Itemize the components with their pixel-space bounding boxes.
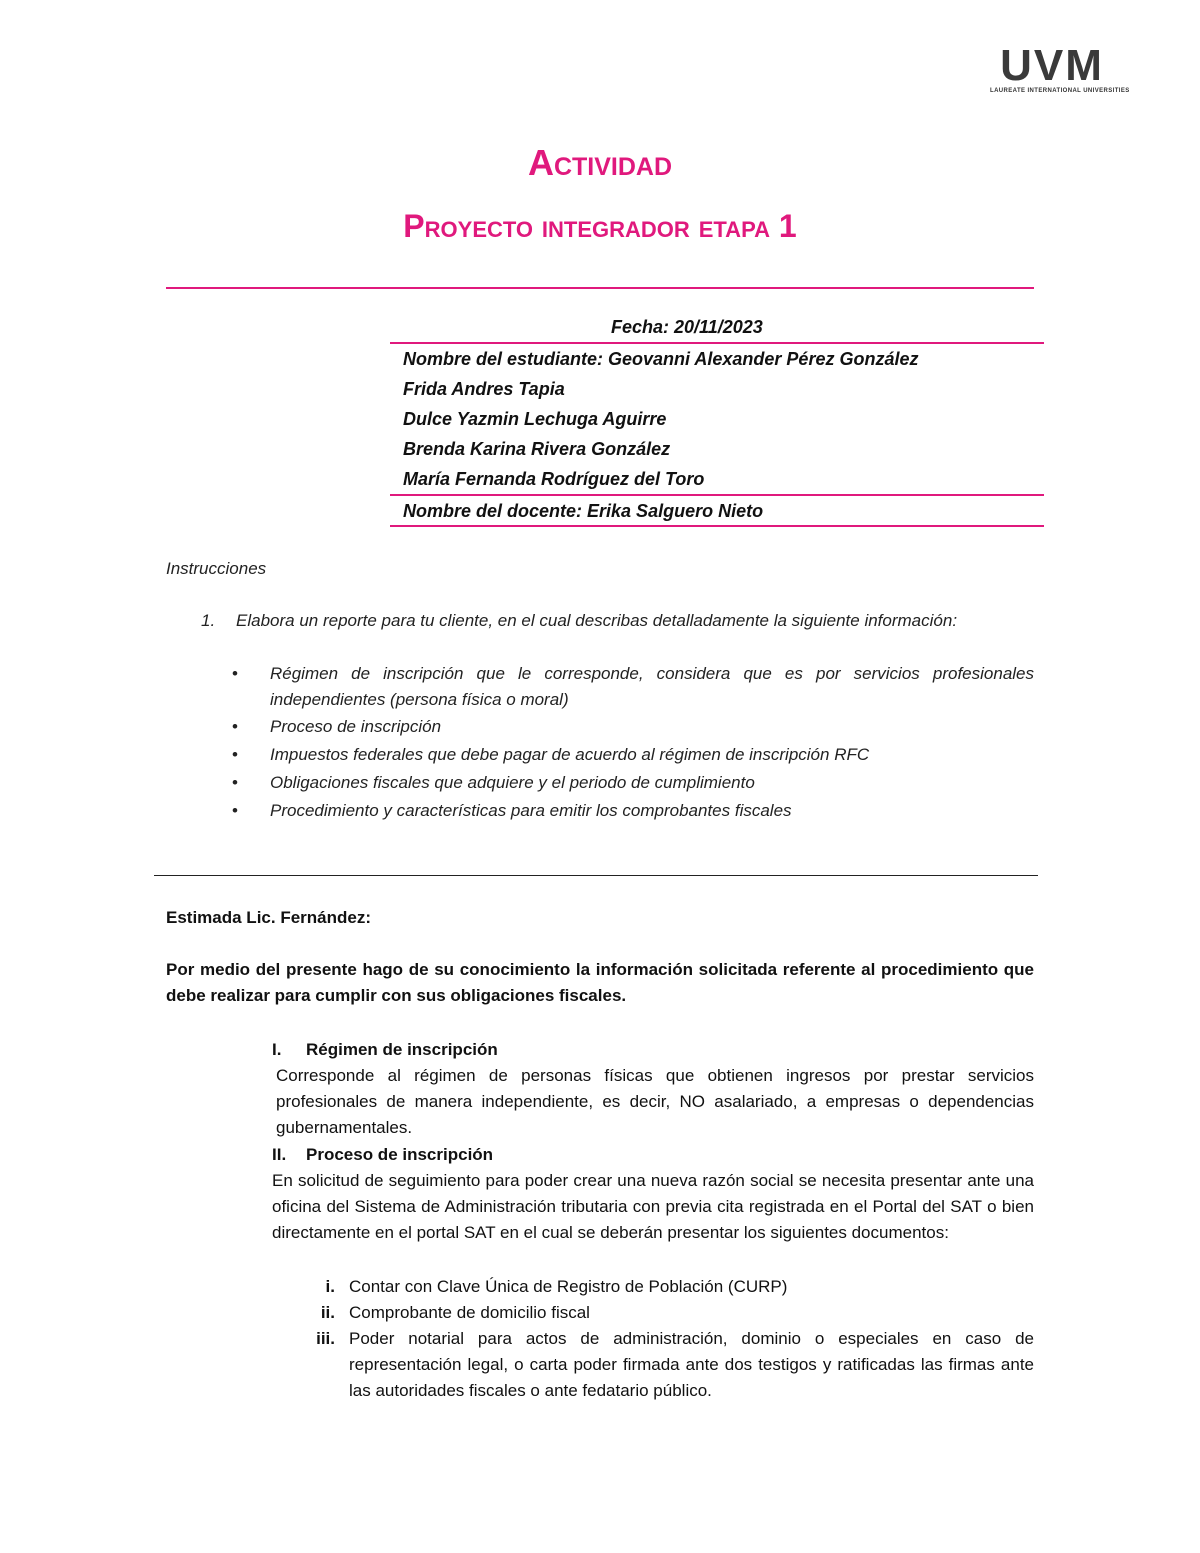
instruction-number: 1.	[201, 611, 216, 630]
title-divider	[166, 287, 1034, 289]
intro-paragraph: Por medio del presente hago de su conocimiento la información solicitada referente al procedimiento que debe realizar para cumplir con sus obligaciones fiscales.	[166, 960, 1034, 1005]
page-title: Actividad	[527, 142, 673, 183]
student-name: Nombre del estudiante: Geovanni Alexander Pérez González	[403, 349, 919, 369]
student-name: María Fernanda Rodríguez del Toro	[403, 469, 705, 489]
bullet-item: Régimen de inscripción que le corresponde, considera que es por servicios profesionales independientes (persona física o moral)	[270, 664, 1034, 709]
doc-item-numeral: ii.	[320, 1303, 335, 1322]
doc-item-numeral: iii.	[316, 1329, 335, 1348]
instruction-text: Elabora un reporte para tu cliente, en el cual describas detalladamente la siguiente información:	[236, 611, 958, 630]
section1-numeral: I.	[272, 1040, 282, 1059]
info-divider-top	[390, 342, 1044, 344]
bullet-icon: •	[232, 717, 238, 736]
section2-heading: Proceso de inscripción	[306, 1145, 494, 1164]
page-subtitle: Proyecto integrador etapa 1	[403, 208, 797, 244]
section2-numeral: II.	[272, 1145, 287, 1164]
bullet-icon: •	[232, 773, 238, 792]
section2-text: En solicitud de seguimiento para poder crear una nueva razón social se necesita presentar ante una oficina del Sistema de Administración tributaria con previa cita registrada en el Portal del SAT o bien directamente en el portal SAT en el cual se deberán presentar los siguientes documentos:	[272, 1171, 1034, 1242]
doc-item: Comprobante de domicilio fiscal	[349, 1303, 590, 1322]
student-name: Dulce Yazmin Lechuga Aguirre	[403, 409, 667, 429]
fecha: Fecha: 20/11/2023	[611, 317, 763, 337]
section-divider	[154, 875, 1038, 876]
info-divider-bottom	[390, 525, 1044, 527]
section1-text: Corresponde al régimen de personas físicas que obtienen ingresos por prestar servicios profesionales de manera independiente, es decir, NO asalariado, a empresas o dependencias gubernamentales.	[276, 1066, 1034, 1137]
logo-subtitle: LAUREATE INTERNATIONAL UNIVERSITIES	[990, 88, 1130, 94]
bullet-icon: •	[232, 801, 238, 820]
bullet-icon: •	[232, 745, 238, 764]
bullet-item: Obligaciones fiscales que adquiere y el periodo de cumplimiento	[270, 773, 755, 792]
student-name: Brenda Karina Rivera González	[403, 439, 671, 459]
logo-text: UVM	[1000, 41, 1104, 90]
uvm-logo	[990, 41, 1130, 98]
bullet-icon: •	[232, 664, 238, 683]
bullet-item: Proceso de inscripción	[270, 717, 442, 736]
student-name: Frida Andres Tapia	[403, 379, 565, 399]
doc-item-numeral: i.	[325, 1277, 335, 1296]
doc-item: Contar con Clave Única de Registro de Población (CURP)	[349, 1277, 788, 1296]
bullet-item: Procedimiento y características para emitir los comprobantes fiscales	[270, 801, 792, 820]
instructions-heading: Instrucciones	[166, 559, 267, 578]
bullet-item: Impuestos federales que debe pagar de acuerdo al régimen de inscripción RFC	[270, 745, 870, 764]
section1-heading: Régimen de inscripción	[306, 1040, 498, 1059]
greeting: Estimada Lic. Fernández:	[166, 908, 371, 927]
info-divider-middle	[390, 494, 1044, 496]
teacher-name: Nombre del docente: Erika Salguero Nieto	[403, 501, 764, 521]
doc-item: Poder notarial para actos de administración, dominio o especiales en caso de representación legal, o carta poder firmada ante dos testigos y ratificadas las firmas ante las autoridades fiscales o ante fedatario público.	[349, 1329, 1034, 1400]
